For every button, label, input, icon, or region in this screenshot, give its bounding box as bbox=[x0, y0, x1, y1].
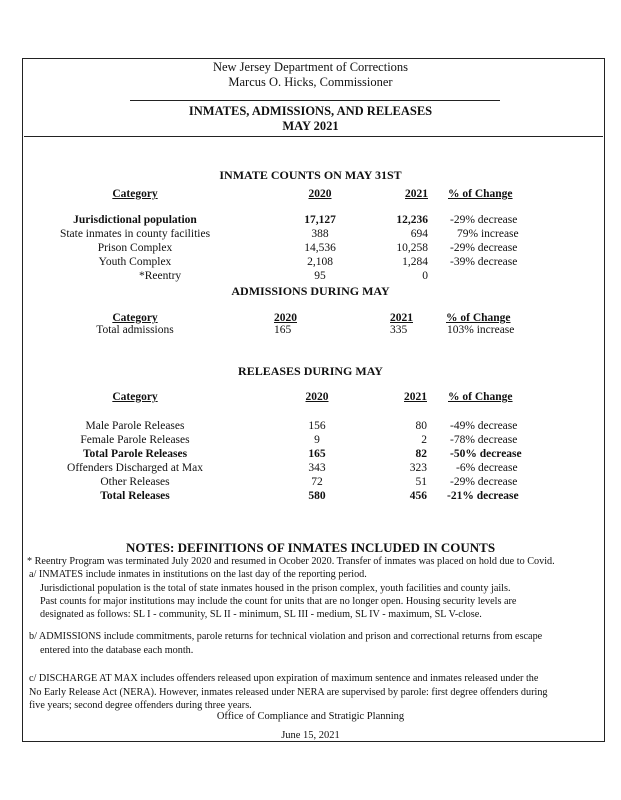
row-change: -6% decrease bbox=[456, 462, 518, 474]
row-2020: 580 bbox=[308, 490, 326, 502]
row-change: -29% decrease bbox=[450, 214, 518, 226]
department-name: New Jersey Department of Corrections bbox=[212, 60, 409, 74]
footer-date: June 15, 2021 bbox=[281, 730, 340, 741]
row-label: Total Releases bbox=[100, 490, 170, 502]
row-2020: 2,108 bbox=[307, 256, 333, 268]
row-2021: 694 bbox=[410, 228, 428, 240]
row-change: -49% decrease bbox=[450, 420, 518, 432]
note-a-line4: designated as follows: SL I - community, SL II - minimum, SL III - medium, SL IV - maximum, SL V-close. bbox=[40, 609, 482, 620]
note-c-line3: five years; second degree offenders during three years. bbox=[29, 700, 252, 711]
note-b-line1: b/ ADMISSIONS include commitments, parole returns for technical violation and prison and correctional returns from escape bbox=[29, 631, 543, 642]
note-c-line1: c/ DISCHARGE AT MAX includes offenders released upon expiration of maximum sentence and inmates released under the bbox=[29, 673, 539, 684]
header-rule-top bbox=[130, 100, 500, 101]
row-2021: 51 bbox=[415, 476, 427, 488]
row-2021: 1,284 bbox=[402, 256, 428, 268]
row-2020: 72 bbox=[311, 476, 323, 488]
footer-office: Office of Compliance and Stratigic Planning bbox=[216, 711, 405, 722]
row-2020: 388 bbox=[311, 228, 329, 240]
row-2021: 323 bbox=[409, 462, 427, 474]
row-change: -39% decrease bbox=[450, 256, 518, 268]
counts-header-2020: 2020 bbox=[308, 188, 332, 200]
row-change: 103% increase bbox=[447, 324, 515, 336]
row-change: -29% decrease bbox=[450, 476, 518, 488]
report-month: MAY 2021 bbox=[282, 119, 339, 133]
note-c-line2: No Early Release Act (NERA). However, inmates released under NERA are supervised by parole: first degree offenders during bbox=[29, 687, 548, 698]
note-a-line1: a/ INMATES include inmates in institutions on the last day of the reporting period. bbox=[29, 569, 367, 580]
row-2020: 14,536 bbox=[304, 242, 336, 254]
counts-section-title: INMATE COUNTS ON MAY 31ST bbox=[219, 168, 402, 182]
releases-header-change: % of Change bbox=[448, 391, 513, 403]
row-label: Male Parole Releases bbox=[85, 420, 185, 432]
note-reentry: * Reentry Program was terminated July 2020 and resumed in Ocober 2020. Transfer of inmates was placed on hold due to Covid. bbox=[27, 556, 555, 567]
row-2021: 2 bbox=[421, 434, 427, 446]
notes-title: NOTES: DEFINITIONS OF INMATES INCLUDED IN COUNTS bbox=[125, 540, 496, 555]
row-change: -78% decrease bbox=[450, 434, 518, 446]
report-title: INMATES, ADMISSIONS, AND RELEASES bbox=[188, 104, 433, 118]
row-2020: 156 bbox=[308, 420, 326, 432]
row-2021: 335 bbox=[390, 324, 408, 336]
row-2021: 456 bbox=[409, 490, 427, 502]
commissioner-name: Marcus O. Hicks, Commissioner bbox=[228, 75, 393, 89]
admissions-header-category: Category bbox=[112, 312, 158, 324]
row-label: State inmates in county facilities bbox=[59, 228, 211, 240]
row-change: -29% decrease bbox=[450, 242, 518, 254]
note-b-line2: entered into the database each month. bbox=[40, 645, 194, 656]
row-change: 79% increase bbox=[457, 228, 519, 240]
row-2020: 165 bbox=[274, 324, 292, 336]
row-2020: 95 bbox=[314, 270, 326, 282]
admissions-header-2021: 2021 bbox=[390, 312, 413, 324]
row-2021: 10,258 bbox=[396, 242, 428, 254]
releases-header-2020: 2020 bbox=[305, 391, 329, 403]
note-a-line3: Past counts for major institutions may include the count for units that are no longer open. Housing security levels are bbox=[40, 596, 517, 607]
admissions-header-change: % of Change bbox=[446, 312, 511, 324]
releases-section-title: RELEASES DURING MAY bbox=[238, 364, 383, 378]
row-2020: 17,127 bbox=[304, 214, 336, 226]
note-a-line2: Jurisdictional population is the total of state inmates housed in the prison complex, youth facilities and county jails. bbox=[40, 583, 511, 594]
row-label: Total admissions bbox=[96, 324, 174, 336]
admissions-header-2020: 2020 bbox=[274, 312, 297, 324]
admissions-section-title: ADMISSIONS DURING MAY bbox=[231, 284, 390, 298]
counts-header-category: Category bbox=[112, 188, 158, 200]
row-2021: 12,236 bbox=[396, 214, 428, 226]
row-2021: 82 bbox=[415, 448, 427, 460]
row-label: Prison Complex bbox=[97, 242, 173, 254]
row-label: Total Parole Releases bbox=[82, 448, 188, 460]
row-label: Offenders Discharged at Max bbox=[67, 462, 203, 474]
row-label: Youth Complex bbox=[98, 256, 172, 268]
header-rule-bottom bbox=[24, 136, 603, 137]
releases-header-category: Category bbox=[112, 391, 158, 403]
row-2021: 0 bbox=[422, 270, 428, 282]
counts-header-change: % of Change bbox=[448, 188, 513, 200]
releases-header-2021: 2021 bbox=[404, 391, 427, 403]
row-2021: 80 bbox=[415, 420, 427, 432]
row-change: -50% decrease bbox=[450, 448, 522, 460]
counts-header-2021: 2021 bbox=[405, 188, 428, 200]
row-2020: 9 bbox=[314, 434, 320, 446]
row-label: Jurisdictional population bbox=[73, 214, 197, 226]
row-label: Female Parole Releases bbox=[80, 434, 190, 446]
row-2020: 343 bbox=[308, 462, 326, 474]
row-change: -21% decrease bbox=[447, 490, 519, 502]
row-label: *Reentry bbox=[139, 270, 182, 282]
row-label: Other Releases bbox=[100, 476, 170, 488]
row-2020: 165 bbox=[308, 448, 326, 460]
